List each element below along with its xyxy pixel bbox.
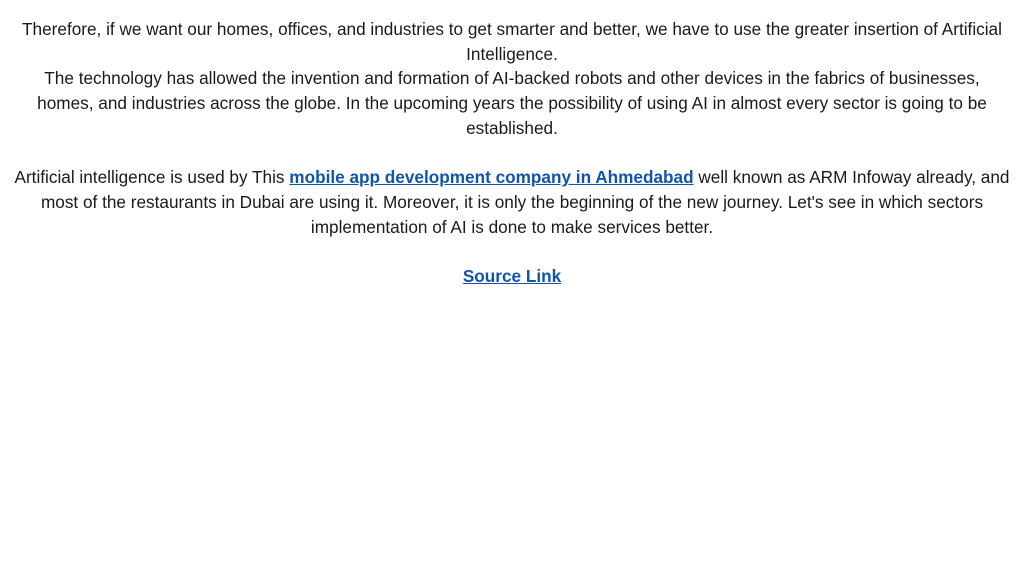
paragraph-spacer [14,141,1010,166]
mobile-app-company-link[interactable]: mobile app development company in Ahmedabad [289,167,694,188]
source-link[interactable]: Source Link [462,266,562,286]
paragraph-technology: The technology has allowed the invention and formation of AI-backed robots and other devices in the fabrics of businesses, homes, and industries across the globe. In the upcoming years the possibility of using AI in almost every sector is going to be established. [37,68,987,138]
source-link-container [14,264,1010,289]
paragraph-ai-usage-tail: well known as ARM Infoway already, and most of the restaurants in Dubai are using it. Moreover, it is only the beginning of the new journey. Let's see in which sectors implementation of AI is done to make services better. [40,167,1010,237]
paragraph-ai-usage [14,165,1010,239]
paragraph-intro: Therefore, if we want our homes, offices, and industries to get smarter and better, we have to use the greater insertion of Artificial Intelligence. [22,19,1002,64]
paragraph-ai-usage-lead: Artificial intelligence is used by This [14,167,290,188]
paragraph-spacer [14,239,1010,264]
